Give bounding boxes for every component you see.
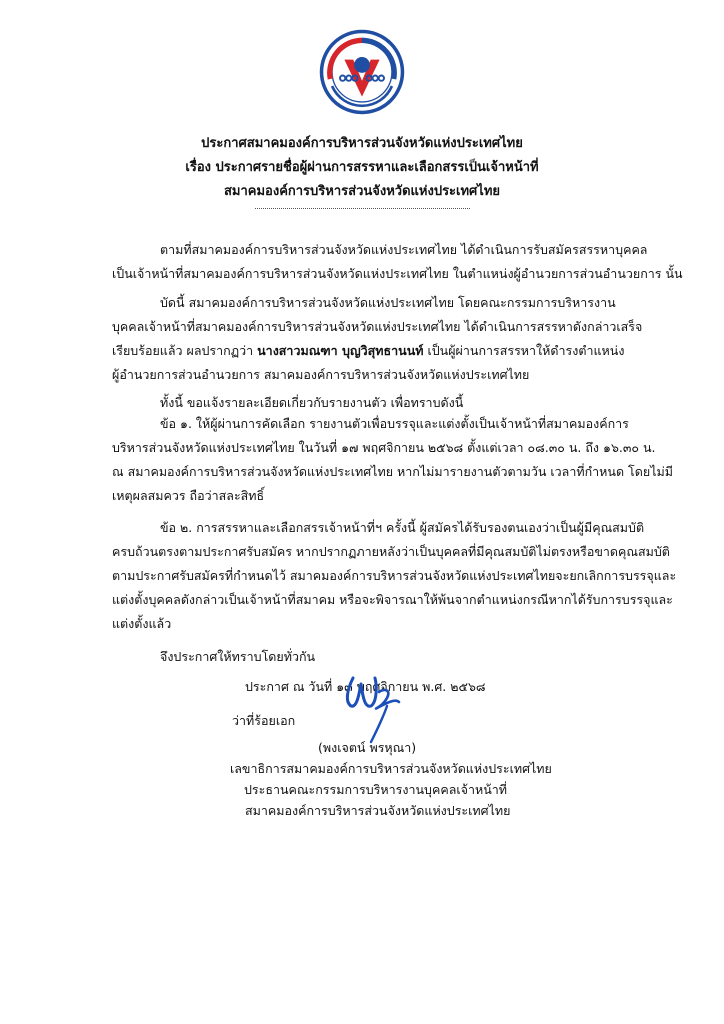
announcement-title: ประกาศสมาคมองค์การบริหารส่วนจังหวัดแห่งประเทศไทย bbox=[201, 136, 523, 151]
item-1-line-4: เหตุผลสมควร ถือว่าสละสิทธิ์ bbox=[112, 488, 265, 503]
paragraph-1-line-2: เป็นเจ้าหน้าที่สมาคมองค์การบริหารส่วนจังหวัดแห่งประเทศไทย ในตำแหน่งผู้อำนวยการส่วนอำนวยการ นั้น bbox=[112, 266, 683, 281]
result-text-before: เรียบร้อยแล้ว ผลปรากฏว่า bbox=[112, 343, 258, 358]
item-1-line-3: ณ สมาคมองค์การบริหารส่วนจังหวัดแห่งประเทศไทย หากไม่มารายงานตัวตามวัน เวลาที่กำหนด โดยไม่มี bbox=[112, 464, 673, 479]
item-1-line-2: บริหารส่วนจังหวัดแห่งประเทศไทย ในวันที่ ๑๗ พฤศจิกายน ๒๕๖๘ ตั้งแต่เวลา ๐๘.๓๐ น. ถึง ๑๖.๓๐ น. bbox=[112, 440, 656, 455]
item-2-line-3: ตามประกาศรับสมัครที่กำหนดไว้ สมาคมองค์การบริหารส่วนจังหวัดแห่งประเทศไทยจะยกเลิกการบรรจุและ bbox=[112, 568, 677, 583]
item-2-line-2: ครบถ้วนตรงตามประกาศรับสมัคร หากปรากฏภายหลังว่าเป็นบุคคลที่มีคุณสมบัติไม่ตรงหรือขาดคุณสมบัติ bbox=[112, 544, 670, 559]
announcement-subject-org: สมาคมองค์การบริหารส่วนจังหวัดแห่งประเทศไทย bbox=[223, 184, 501, 199]
item-1-line-1: ข้อ ๑. ให้ผู้ผ่านการคัดเลือก รายงานตัวเพื่อบรรจุและแต่งตั้งเป็นเจ้าหน้าที่สมาคมองค์การ bbox=[160, 416, 629, 431]
announcement-date: ประกาศ ณ วันที่ ๑๓ พฤศจิกายน พ.ศ. ๒๕๖๘ bbox=[245, 679, 486, 694]
closing-statement: จึงประกาศให้ทราบโดยทั่วกัน bbox=[160, 649, 316, 664]
signer-rank: ว่าที่ร้อยเอก bbox=[232, 713, 296, 728]
association-emblem-icon bbox=[318, 28, 406, 116]
announcement-subject: เรื่อง ประกาศรายชื่อผู้ผ่านการสรรหาและเลือกสรรเป็นเจ้าหน้าที่ bbox=[185, 160, 539, 175]
paragraph-2-line-4: ผู้อำนวยการส่วนอำนวยการ สมาคมองค์การบริหารส่วนจังหวัดแห่งประเทศไทย bbox=[112, 367, 530, 382]
paragraph-2-line-2: บุคคลเจ้าหน้าที่สมาคมองค์การบริหารส่วนจังหวัดแห่งประเทศไทย ได้ดำเนินการสรรหาดังกล่าวเสร็จ bbox=[112, 319, 643, 334]
paragraph-2-line-1: บัดนี้ สมาคมองค์การบริหารส่วนจังหวัดแห่งประเทศไทย โดยคณะกรรมการบริหารงาน bbox=[160, 295, 616, 310]
item-2-line-1: ข้อ ๒. การสรรหาและเลือกสรรเจ้าหน้าที่ฯ ครั้งนี้ ผู้สมัครได้รับรองตนเองว่าเป็นผู้มีคุณสมบัติ bbox=[160, 520, 645, 535]
signer-title-2: ประธานคณะกรรมการบริหารงานบุคคลเจ้าหน้าที่ bbox=[244, 782, 508, 797]
signer-name: (พงเจตน์ พรหุณา) bbox=[318, 740, 417, 755]
paragraph-1-line-1: ตามที่สมาคมองค์การบริหารส่วนจังหวัดแห่งประเทศไทย ได้ดำเนินการรับสมัครสรรหาบุคคล bbox=[160, 242, 648, 257]
paragraph-2-line-3 bbox=[112, 341, 625, 361]
paragraph-3: ทั้งนี้ ขอแจ้งรายละเอียดเกี่ยวกับรายงานตัว เพื่อทราบดังนี้ bbox=[160, 395, 464, 410]
selected-candidate-name: นางสาวมณฑา บุญวิสุทธานนท์ bbox=[257, 343, 424, 358]
result-text-after: เป็นผู้ผ่านการสรรหาให้ดำรงตำแหน่ง bbox=[423, 343, 625, 358]
signer-title-1: เลขาธิการสมาคมองค์การบริหารส่วนจังหวัดแห่งประเทศไทย bbox=[230, 761, 552, 776]
item-2-line-4: แต่งตั้งบุคคลดังกล่าวเป็นเจ้าหน้าที่สมาคม หรือจะพิจารณาให้พ้นจากตำแหน่งกรณีหากได้รับการบรรจุและ bbox=[112, 592, 673, 607]
header-divider bbox=[255, 208, 470, 209]
signer-title-3: สมาคมองค์การบริหารส่วนจังหวัดแห่งประเทศไทย bbox=[245, 803, 511, 818]
item-2-line-5: แต่งตั้งแล้ว bbox=[112, 616, 172, 631]
